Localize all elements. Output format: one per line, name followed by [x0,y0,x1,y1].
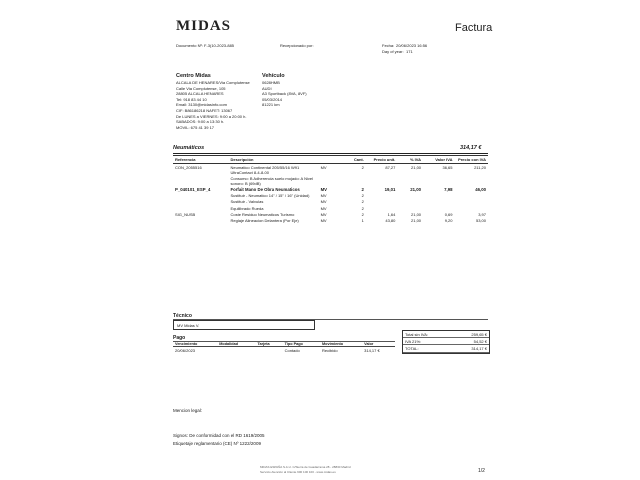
pago-cell: Recibido [322,347,338,353]
totals-row [403,345,489,352]
recepcionado-label: Recepcionado por: [280,43,314,48]
cell-precio-unit: 43,80 [385,217,396,223]
fine-print-1: MIDAS ESPAÑA S.A.U. C/Sierra de Guadarrama 28 - 28830 Madrid [260,465,351,469]
pago-cell: 314,17 € [364,347,380,353]
cell-cantidad: 2 [361,205,364,211]
cell-mv: MV [320,199,327,205]
etiquetaje-text: Etiquetaje reglamentario (CE) Nº 1222/2009 [173,441,261,446]
centro-line: 28805 ALCALA HENARES [176,91,224,97]
cell-cantidad: 2 [361,164,364,170]
cell-referencia: CON_2055516 [175,164,202,170]
cell-descripcion: Equilibrado Rueda [230,205,264,211]
pago-col: Modalidad [217,341,255,347]
pago-col: Movimiento [320,341,362,347]
cell-iva: 21,00 [411,217,422,223]
cell-precio-con-iva: 46,00 [475,186,486,192]
cell-precio-con-iva: 53,00 [475,217,486,223]
centro-line: ALCALA DE HENARES/Via Complutense [176,80,250,85]
cell-iva: 21,00 [410,186,422,192]
items-body [173,164,488,224]
centro-line: MOVIL: 675 41 39 17 [176,124,215,130]
pago-cell [255,347,282,354]
totals-row [403,331,489,338]
cell-descripcion: Forfait Mano De Obra Neumaticos [230,186,300,192]
col-valor-iva: Valor IVA [423,156,454,164]
centro-line: SABADOS: 9:00 a 13:30 h. [176,119,225,125]
totals-label: TOTAL: [405,345,419,351]
cell-valor-iva [423,175,454,186]
cell-mv: MV [320,217,327,223]
cell-mv: MV [320,205,327,211]
pago-cell: 20/06/2023 [175,347,196,353]
tecnico-value: MV Midas V. [177,322,200,328]
cell-valor-iva: 0,69 [444,211,453,217]
cell-precio-unit: 87,27 [385,164,396,170]
fecha-value: 20/06/2023 16:56 [396,43,428,48]
table-row [173,164,488,176]
cell-cantidad: 2 [361,199,364,205]
totals-label: Total sin IVA: [405,331,429,337]
mencion-legal: Mencion legal: [173,408,203,413]
cell-iva: 21,00 [411,164,422,170]
cell-cantidad: 1 [361,217,364,223]
cell-cantidad: 2 [361,186,364,192]
cell-referencia [173,175,229,186]
centro-title: Centro Midas [176,73,211,79]
centro-line: Email: 3130@midasinfo.com [176,102,227,108]
cell-cantidad: 2 [361,211,364,217]
tecnico-box [173,320,315,330]
table-row [173,175,488,186]
cell-cantidad: 2 [361,193,364,199]
cell-mv: MV [320,193,327,199]
cell-descripcion: Coste Residuo Neumaticos Turismo [230,211,295,217]
neumaticos-rule [173,153,488,154]
pago-col: Tipo Pago [283,341,320,347]
cell-cantidad [344,175,366,186]
signos-text: Signos: De conformidad con el RD 1619/2005 [173,433,265,438]
totals-label: IVA 21%: [405,338,422,344]
cell-referencia: P_040101_ESP_4 [175,186,211,192]
vehiculo-line: 05/03/2014 [262,96,283,102]
neumaticos-total: 314,17 € [460,145,482,151]
totals-value: 54,52 € [473,338,487,344]
documento-label: Documento Nº: [176,43,204,48]
cell-mv: MV [320,211,327,217]
vehiculo-line: AUDI [262,85,272,91]
items-header-row [173,156,488,164]
table-row [173,217,488,223]
cell-mv [319,175,345,186]
pago-col: Valor [362,341,395,347]
cell-valor-iva: 9,20 [444,217,453,223]
neumaticos-title: Neumáticos [173,145,205,151]
midas-logo: MIDAS [176,18,232,34]
pago-cell [217,347,255,354]
vehiculo-lines [262,80,307,108]
col-cantidad: Cant. [344,156,366,164]
documento-value: F-3(10-2023-885 [204,43,235,48]
centro-line: De LUNES a VIERNES: 9:00 a 20:00 h. [176,113,247,119]
cell-iva [397,175,423,186]
col-mv [319,156,345,164]
cell-valor-iva: 36,65 [442,164,453,170]
day-of-year-label: Day of year: [382,49,404,54]
pago-row [173,347,395,354]
day-of-year-value: 171 [406,49,413,54]
col-precio-unit: Precio unit. [366,156,398,164]
cell-descripcion: Sustituir - Neumatico 14" / 15" / 16" (Unidad) [230,193,310,199]
cell-precio-unit [366,175,398,186]
pago-table [173,341,395,353]
centro-line: CIF: B86186218 NAFET: 13067 [176,107,233,113]
vehiculo-line: 81221 km [262,102,280,108]
pago-col: Vencimiento [173,341,217,347]
centro-line: Calle Via Complutense, 105 [176,85,226,91]
cell-referencia [173,217,229,223]
col-descripcion: Descripción [229,156,319,164]
pago-col: Tarjeta [255,341,282,347]
cell-iva: 21,00 [411,211,422,217]
cell-precio-unit: 1,64 [387,211,396,217]
cell-precio-con-iva: 3,97 [478,211,486,217]
cell-mv: MV [320,186,328,192]
cell-precio-unit: 19,01 [384,186,396,192]
cell-descripcion: Neumatico Continental 205/55/16 W91 UltraContact 8-4-8-00 [230,164,300,175]
vehiculo-line: A3 Sportback (8VA, 8VF) [262,91,307,97]
cell-valor-iva: 7,98 [444,186,453,192]
pago-title: Pago [173,335,186,341]
totals-box [402,330,490,354]
col-precio-con-iva: Precio con IVA [454,156,488,164]
pago-cell: Contado [284,347,300,353]
cell-mv: MV [320,164,327,170]
tecnico-title: Técnico [173,313,192,319]
col-referencia: Referencia [173,156,229,164]
centro-lines [176,80,250,130]
document-type-title: Factura [455,22,493,34]
cell-descripcion: Consumo: B Adherencia suelo mojado: A Nivel sonoro: B (69dB) [230,175,313,186]
cell-precio-con-iva: 211,20 [474,164,486,170]
cell-descripcion: Sustituir - Valvulas [230,199,264,205]
vehiculo-block [262,73,307,108]
cell-descripcion: Reglaje Alineacion Delantera (Por Eje) [230,217,299,223]
cell-precio-con-iva [454,175,488,186]
totals-row [403,338,489,345]
totals-value: 259,65 € [471,331,487,337]
centro-block [176,73,250,130]
col-iva: % IVA [397,156,423,164]
page-number: 1/2 [478,468,485,474]
vehiculo-line: 0628HMB [262,80,280,85]
totals-value: 314,17 € [471,345,487,351]
centro-line: Tel: 918 83 44 10 [176,96,207,102]
vehiculo-title: Vehículo [262,73,285,79]
cell-referencia: SIG_NUSB [175,211,196,217]
fine-print-2: Servicio Atención al Cliente 900 100 100 - www.midas.es [260,470,336,474]
fecha-label: Fecha: [382,43,395,48]
items-table [173,155,488,224]
